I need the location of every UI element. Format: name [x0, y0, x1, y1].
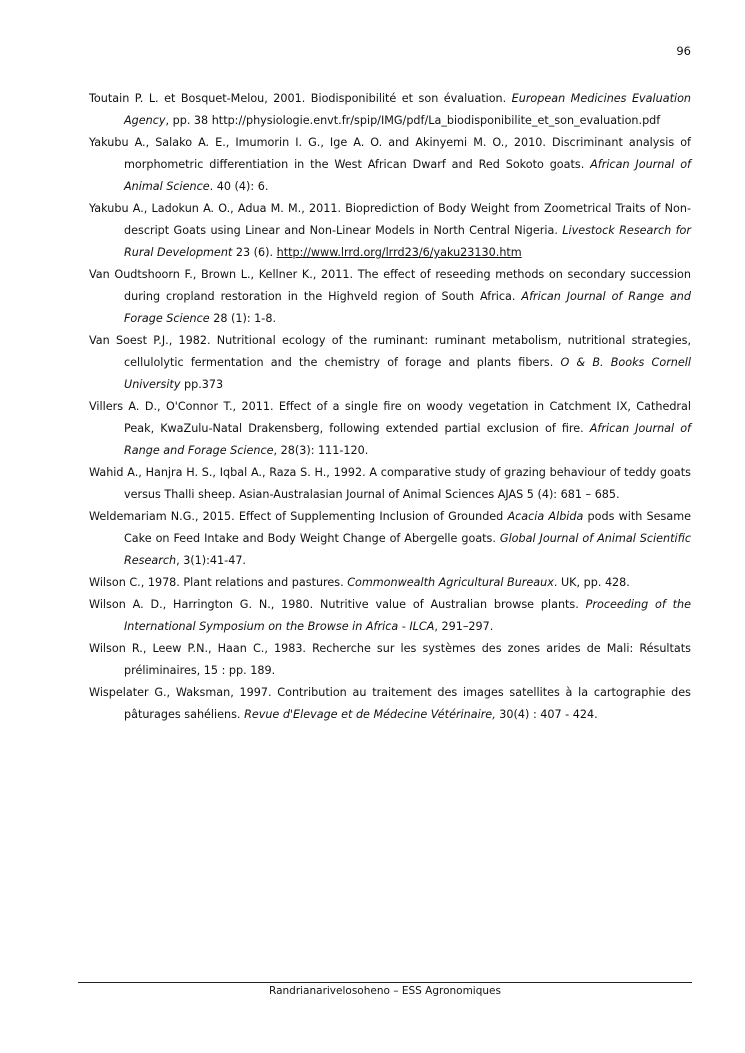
reference-source: Livestock Research for Rural Development [124, 224, 691, 259]
reference-entry [89, 198, 691, 264]
footer-text: Randrianarivelosoheno – ESS Agronomiques [269, 985, 501, 997]
reference-entry [89, 572, 691, 594]
reference-text: Weldemariam N.G., 2015. Effect of Supplementing Inclusion of Grounded [89, 510, 508, 523]
reference-text: Wispelater G., Waksman, 1997. Contribution au traitement des images satellites à la cartographie des pâturages sahéliens. [89, 686, 691, 721]
reference-list [89, 88, 691, 726]
reference-text: . UK, pp. 428. [553, 576, 630, 589]
reference-text: Toutain P. L. et Bosquet-Melou, 2001. Biodisponibilité et son évaluation. [89, 92, 512, 105]
reference-text: pp.373 [180, 378, 224, 391]
reference-entry [89, 462, 691, 506]
reference-entry [89, 330, 691, 396]
reference-text: Wilson C., 1978. Plant relations and pastures. [89, 576, 348, 589]
reference-text: . 40 (4): 6. [209, 180, 269, 193]
reference-source: Revue d'Elevage et de Médecine Vétérinaire, [244, 708, 496, 721]
reference-text: Van Soest P.J., 1982. Nutritional ecology of the ruminant: ruminant metabolism, nutritional strategies, cellulolytic fermentation and the chemistry of forage and plants fibers. [89, 334, 691, 369]
reference-source: Proceeding of the International Symposium on the Browse in Africa - ILCA [124, 598, 692, 633]
reference-text: pods with Sesame Cake on Feed Intake and Body Weight Change of Abergelle goats. [124, 510, 691, 545]
reference-source: European Medicines Evaluation Agency [124, 92, 692, 127]
reference-entry [89, 132, 691, 198]
reference-text: , 28(3): 111-120. [273, 444, 369, 457]
reference-entry [89, 682, 691, 726]
reference-entry [89, 88, 691, 132]
reference-source: African Journal of Range and Forage Science [124, 290, 692, 325]
reference-text: , pp. 38 http://physiologie.envt.fr/spip/IMG/pdf/La_biodisponibilite_et_son_evaluation.pdf [165, 114, 661, 127]
reference-source: O & B. Books Cornell University [124, 356, 691, 391]
reference-text: Yakubu A., Ladokun A. O., Adua M. M., 2011. Bioprediction of Body Weight from Zoometrical Traits of Non-descript Goats using Linear and Non-Linear Models in North Central Nigeria. [89, 202, 691, 237]
reference-entry [89, 396, 691, 462]
reference-text: Villers A. D., O'Connor T., 2011. Effect of a single fire on woody vegetation in Catchment IX, Cathedral Peak, KwaZulu-Natal Drakensberg, following extended partial exclusion of fire. [89, 400, 691, 435]
reference-link[interactable]: http://www.lrrd.org/lrrd23/6/yaku23130.htm [276, 246, 522, 259]
reference-text: Yakubu A., Salako A. E., Imumorin I. G., Ige A. O. and Akinyemi M. O., 2010. Discriminant analysis of morphometric differentiation in the West African Dwarf and Red Sokoto goats. [89, 136, 691, 171]
reference-text: Wilson A. D., Harrington G. N., 1980. Nutritive value of Australian browse plants. [89, 598, 586, 611]
reference-source: Commonwealth Agricultural Bureaux [347, 576, 554, 589]
reference-text: Wahid A., Hanjra H. S., Iqbal A., Raza S. H., 1992. A comparative study of grazing behaviour of teddy goats versus Thalli sheep. Asian-Australasian Journal of Animal Sciences AJAS 5 (4): 681 – 685. [89, 466, 691, 501]
reference-text: Van Oudtshoorn F., Brown L., Kellner K., 2011. The effect of reseeding methods on secondary succession during cropland restoration in the Highveld region of South Africa. [89, 268, 691, 303]
reference-source: African Journal of Range and Forage Science [124, 422, 691, 457]
reference-entry [89, 506, 691, 572]
reference-entry [89, 594, 691, 638]
reference-entry [89, 264, 691, 330]
footer-divider [78, 982, 692, 983]
reference-text: , 3(1):41-47. [176, 554, 246, 567]
reference-text: 30(4) : 407 - 424. [495, 708, 598, 721]
reference-text: Wilson R., Leew P.N., Haan C., 1983. Recherche sur les systèmes des zones arides de Mali: Résultats préliminaires, 15 : pp. 189. [89, 642, 691, 677]
reference-source: Acacia Albida [507, 510, 584, 523]
reference-text: , 291–297. [434, 620, 494, 633]
reference-text: 23 (6). [232, 246, 277, 259]
page-number: 96 [676, 44, 691, 58]
reference-text: 28 (1): 1-8. [209, 312, 277, 325]
reference-entry [89, 638, 691, 682]
reference-source: Global Journal of Animal Scientific Research [124, 532, 691, 567]
reference-source: African Journal of Animal Science [124, 158, 691, 193]
